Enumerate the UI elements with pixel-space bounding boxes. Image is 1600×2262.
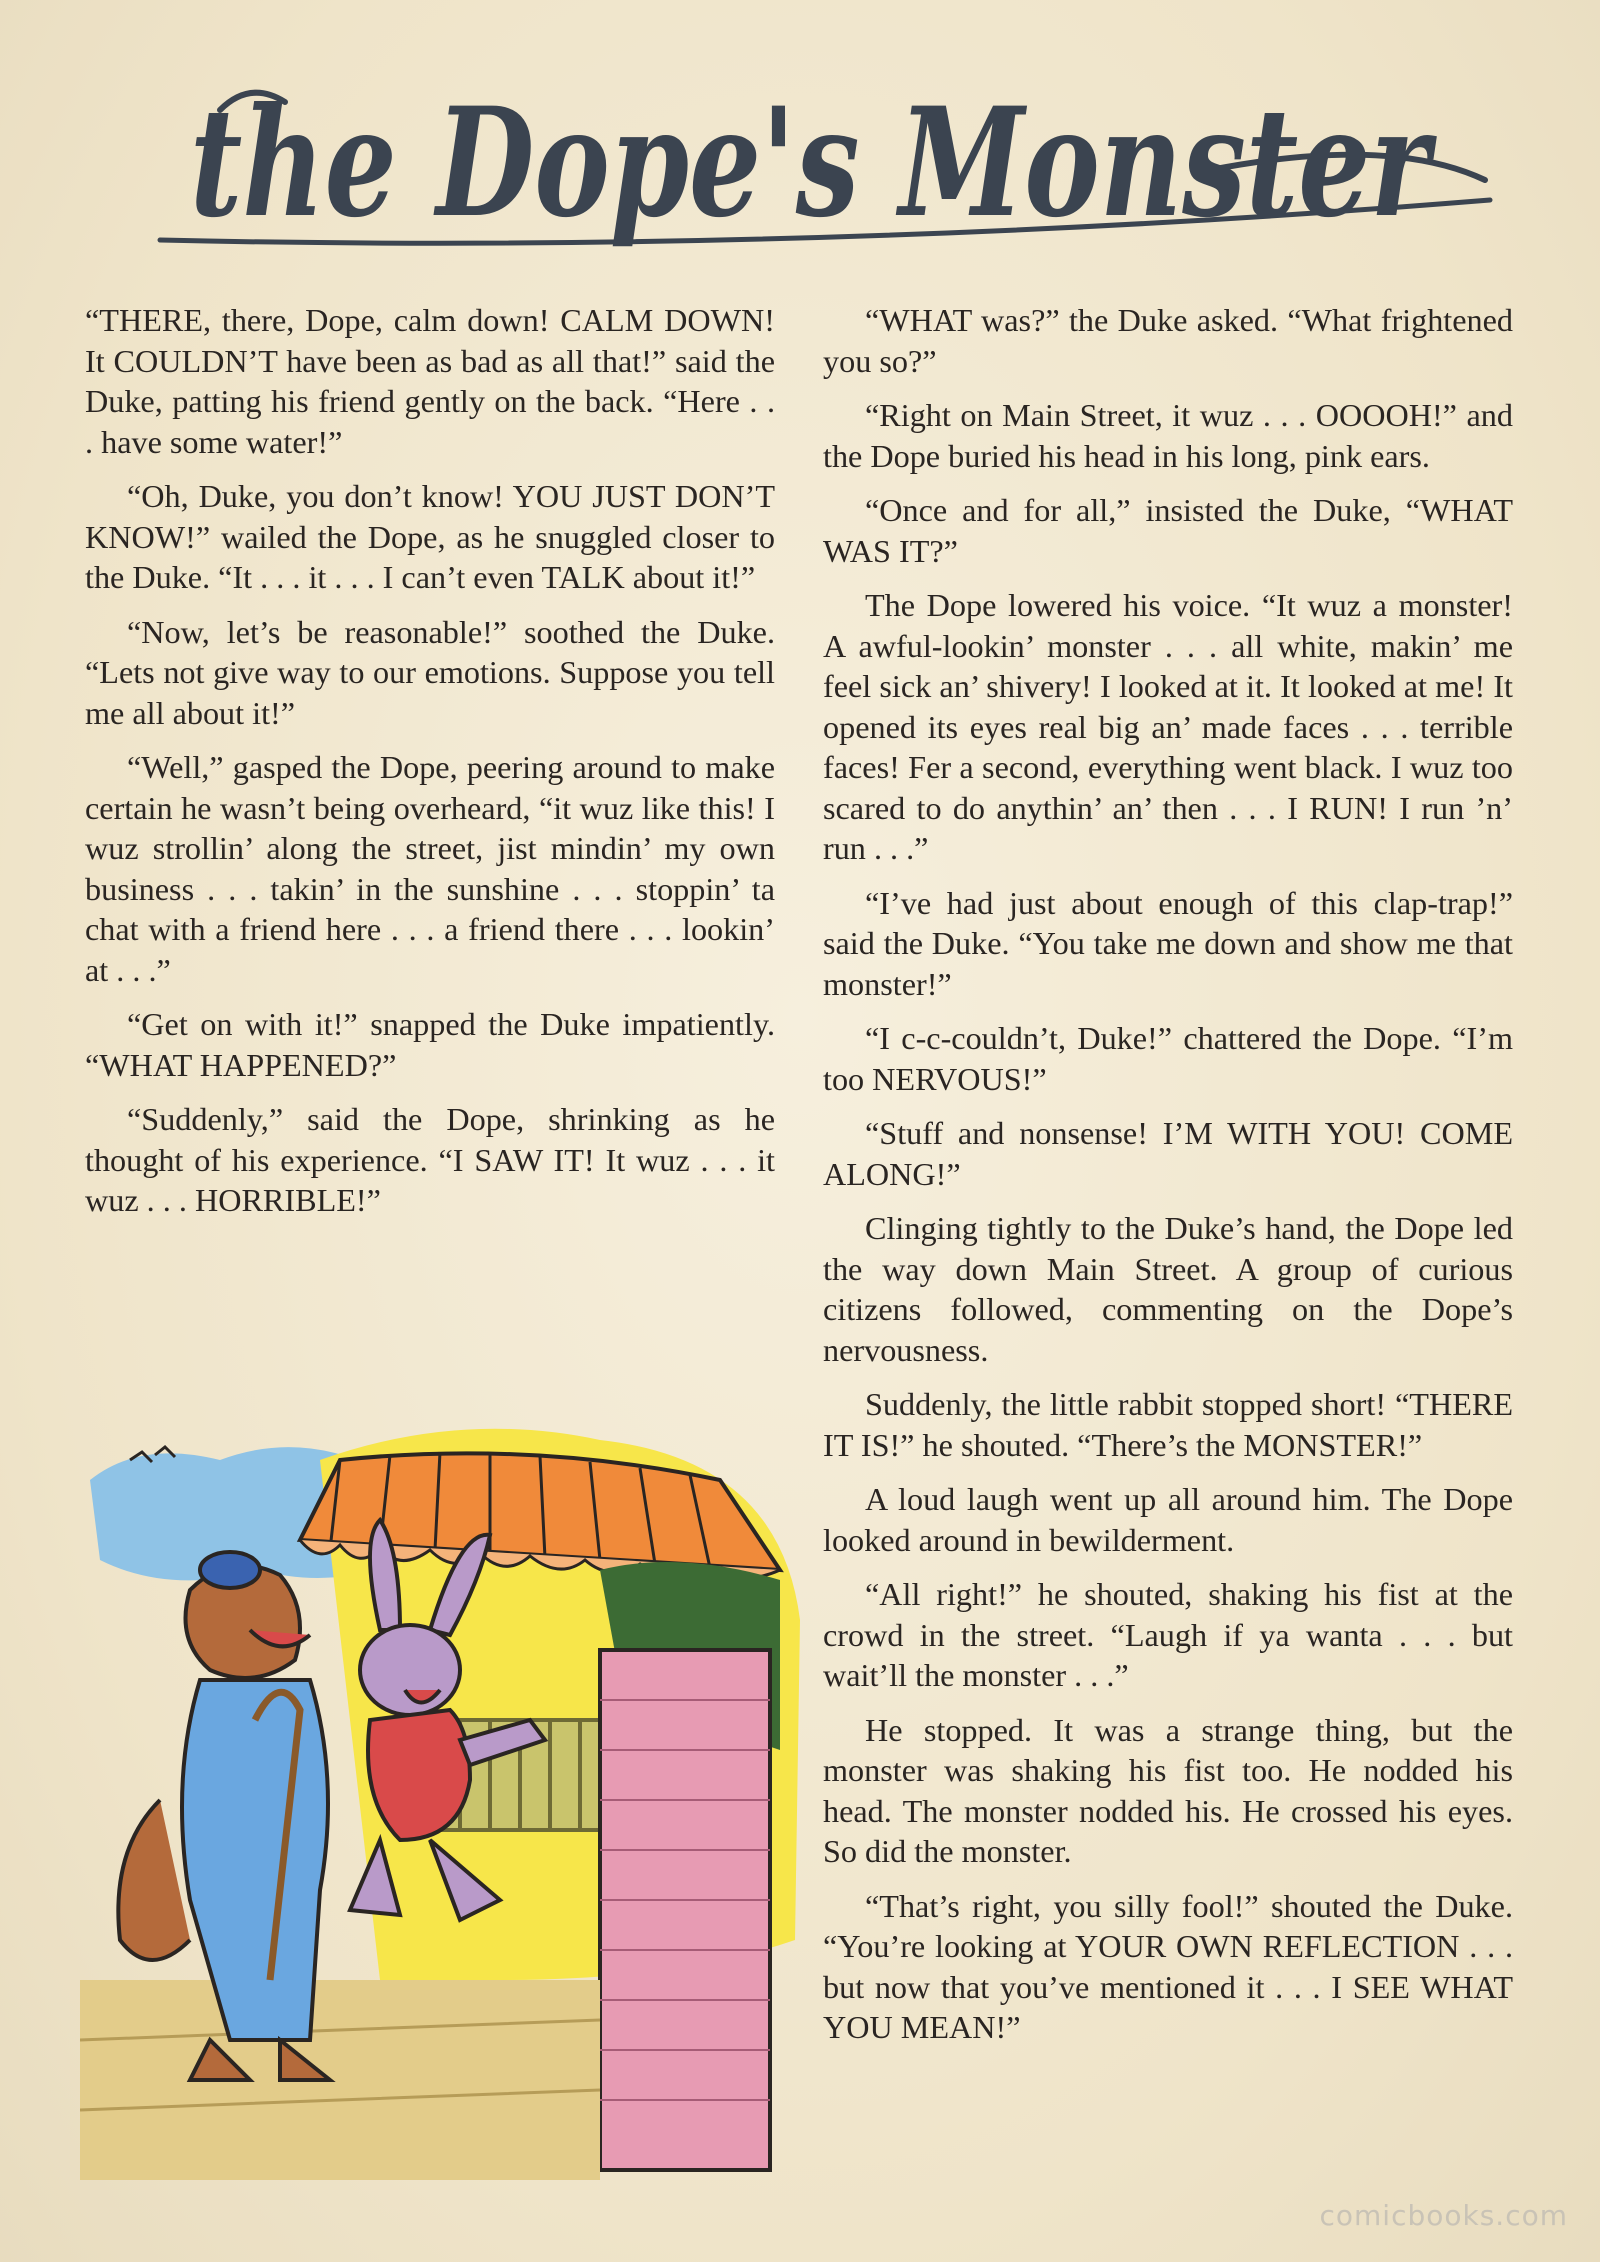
paragraph: The Dope lowered his voice. “It wuz a monster! A awful-lookin’ monster . . . all white, makin’ me feel sick an’ shivery! I looked at it. It looked at me! It opened its eyes real big an’ made faces . . . terrible faces! Fer a second, everything went black. I wuz too scared to do anythin’ an’ then . . . I RUN! I run ’n’ run . . .” (823, 587, 1513, 866)
paragraph: “WHAT was?” the Duke asked. “What frightened you so?” (823, 302, 1513, 379)
paragraph: “Oh, Duke, you don’t know! YOU JUST DON’T KNOW!” wailed the Dope, as he snuggled closer to the Duke. “It . . . it . . . I can’t even TALK about it!” (85, 478, 775, 595)
paragraph: He stopped. It was a strange thing, but the monster was shaking his fist too. He nodded his head. The monster nodded his. He crossed his eyes. So did the monster. (823, 1711, 1513, 1869)
paragraph: “Right on Main Street, it wuz . . . OOOOH!” and the Dope buried his head in his long, pink ears. (823, 397, 1513, 474)
right-text-column (823, 300, 1513, 2062)
paragraph: Suddenly, the little rabbit stopped short! “THERE IT IS!” he shouted. “There’s the MONSTER!” (823, 1386, 1513, 1463)
story-title-text: the Dope's Monster (190, 75, 1438, 251)
paragraph: “THERE, there, Dope, calm down! CALM DOWN! It COULDN’T have been as bad as all that!” said the Duke, patting his friend gently on the back. “Here . . . have some water!” (85, 302, 775, 460)
paragraph: “Now, let’s be reasonable!” soothed the Duke. “Lets not give way to our emotions. Suppose you tell me all about it!” (85, 613, 775, 731)
paragraph: “Well,” gasped the Dope, peering around to make certain he wasn’t being overheard, “it wuz like this! I wuz strollin’ along the street, jist mindin’ my own business . . . takin’ in the sunshine . . . stoppin’ ta chat with a friend here . . . a friend there . . . lookin’ at . . .” (85, 749, 775, 988)
paragraph: “Once and for all,” insisted the Duke, “WHAT WAS IT?” (823, 492, 1513, 569)
paragraph: “Suddenly,” said the Dope, shrinking as he thought of his experience. “I SAW IT! It wuz . . . it wuz . . . HORRIBLE!” (85, 1101, 775, 1218)
sidewalk (80, 1980, 600, 2180)
paragraph: “Get on with it!” snapped the Duke impatiently. “WHAT HAPPENED?” (85, 1006, 775, 1083)
paragraph: “That’s right, you silly fool!” shouted the Duke. “You’re looking at YOUR OWN REFLECTION . . . but now that you’ve mentioned it . . . I SEE WHAT YOU MEAN!” (823, 1887, 1513, 2045)
brick-pillar (600, 1650, 770, 2170)
illustration-duke-and-dope (80, 1420, 805, 2180)
paragraph: “I’ve had just about enough of this clap-trap!” said the Duke. “You take me down and show me that monster!” (823, 884, 1513, 1002)
paragraph: A loud laugh went up all around him. The Dope looked around in bewilderment. (823, 1481, 1513, 1558)
left-text-column (85, 300, 775, 1235)
paragraph: “I c-c-couldn’t, Duke!” chattered the Dope. “I’m too NERVOUS!” (823, 1020, 1513, 1097)
watermark: comicbooks.com (1319, 2199, 1568, 2232)
story-title (90, 40, 1530, 290)
paragraph: “All right!” he shouted, shaking his fist at the crowd in the street. “Laugh if ya wanta . . . but wait’ll the monster . . .” (823, 1576, 1513, 1693)
paragraph: “Stuff and nonsense! I’M WITH YOU! COME ALONG!” (823, 1115, 1513, 1192)
paragraph: Clinging tightly to the Duke’s hand, the Dope led the way down Main Street. A group of curious citizens followed, commenting on the Dope’s nervousness. (823, 1210, 1513, 1368)
